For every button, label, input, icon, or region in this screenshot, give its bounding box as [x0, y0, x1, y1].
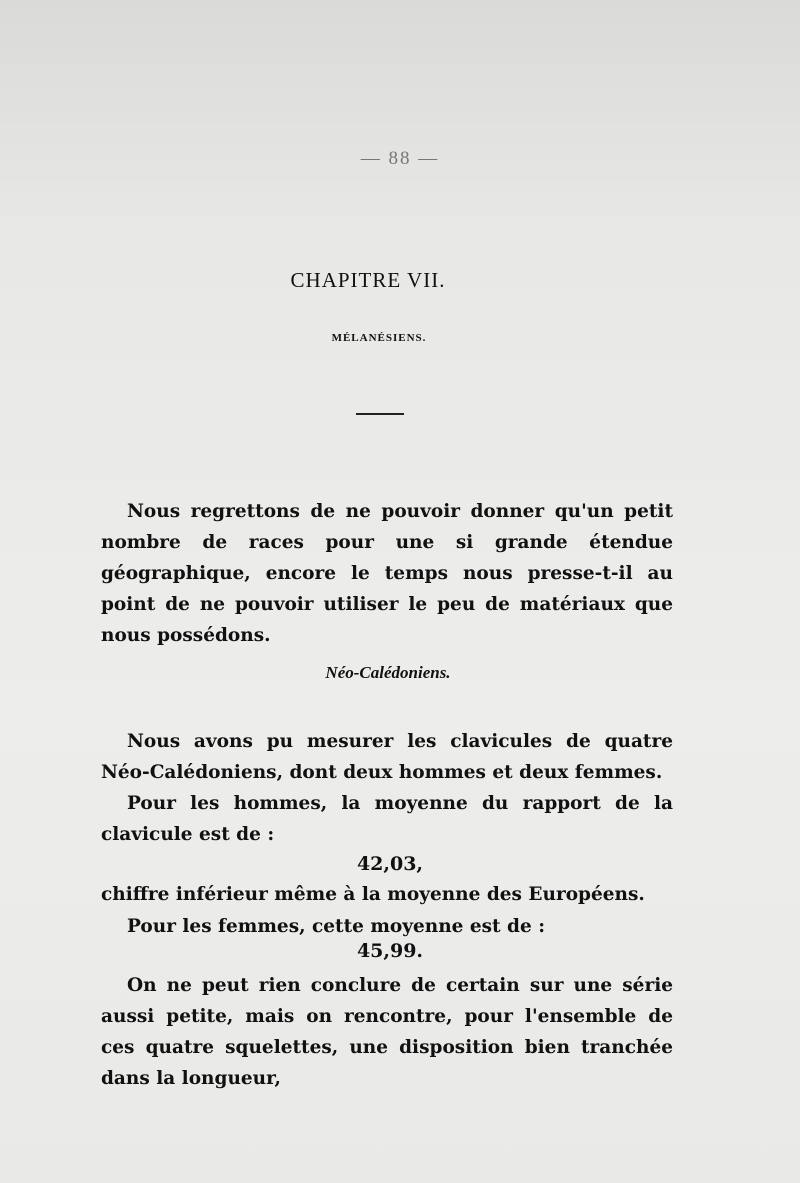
- paragraph-conclusion: On ne peut rien conclure de certain sur une série aussi petite, mais on rencontre, pour l'ensemble de ces quatre squelettes, une disposition bien tranchée dans la longueur,: [101, 975, 673, 1089]
- chapter-subtitle: MÉLANÉSIENS.: [331, 332, 427, 344]
- paragraph-measurements: Nous avons pu mesurer les clavicules de quatre Néo-Calédoniens, dont deux hommes et deux femmes.: [101, 731, 673, 783]
- paragraph-men-ratio: Pour les hommes, la moyenne du rapport de la clavicule est de :: [101, 793, 673, 845]
- divider-rule: [356, 413, 404, 415]
- chapter-title: CHAPITRE VII.: [290, 268, 446, 292]
- section-title: Néo-Calédoniens.: [325, 663, 451, 682]
- men-average-value: 42,03,: [356, 853, 424, 875]
- paragraph-comparison: chiffre inférieur même à la moyenne des Européens.: [101, 884, 645, 905]
- women-average-value: 45,99.: [356, 940, 424, 962]
- page-number: — 88 —: [360, 148, 440, 169]
- paragraph-intro: Nous regrettons de ne pouvoir donner qu'un petit nombre de races pour une si grande étendue géographique, encore le temps nous presse-t-il au point de ne pouvoir utiliser le peu de matériaux que nous possédons.: [101, 501, 673, 646]
- paragraph-women-ratio: Pour les femmes, cette moyenne est de :: [127, 916, 546, 937]
